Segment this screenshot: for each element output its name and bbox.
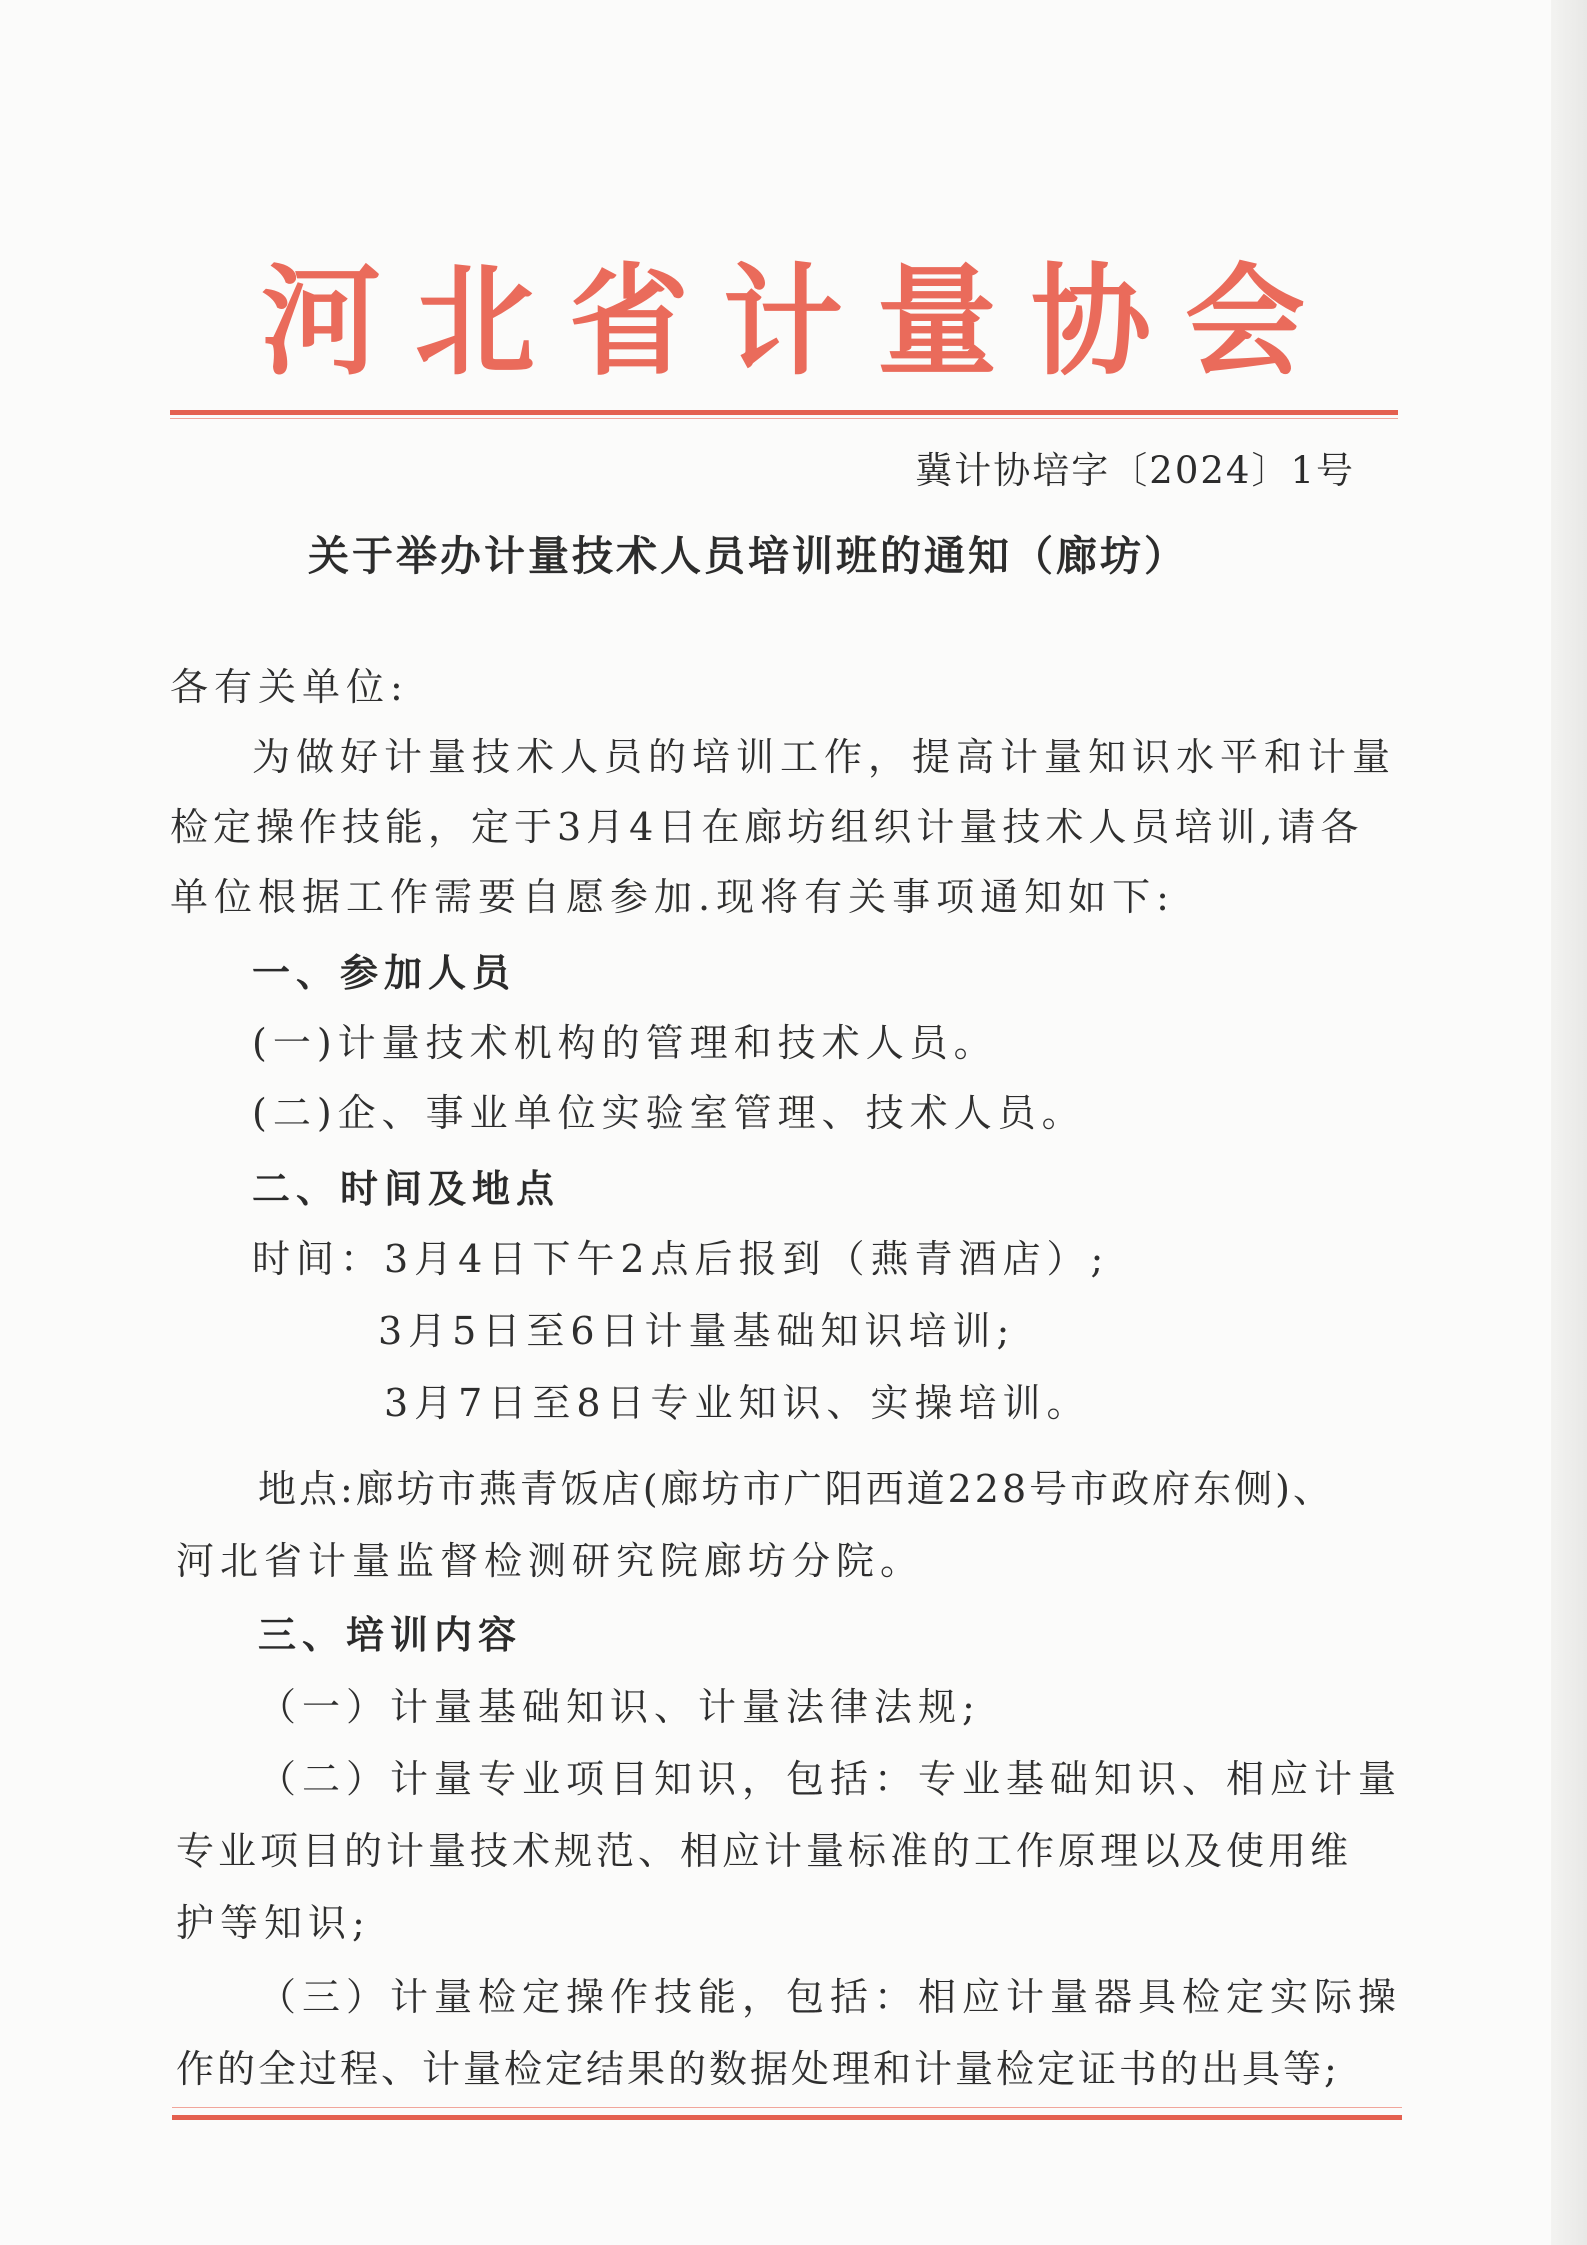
time-line-3: 3月7日至8日专业知识、实操培训。: [384, 1381, 1091, 1425]
masthead-title: 河北省计量协会: [261, 251, 1339, 392]
place-line-1: 地点:廊坊市燕青饭店(廊坊市广阳西道228号市政府东侧)、: [258, 1467, 1334, 1511]
time-line-1: 时间：3月4日下午2点后报到（燕青酒店）;: [252, 1237, 1110, 1281]
intro-line-2: 检定操作技能，定于3月4日在廊坊组织计量技术人员培训,请各: [170, 805, 1364, 849]
content-item-3-cont: 作的全过程、计量检定结果的数据处理和计量检定证书的出具等;: [176, 2047, 1340, 2091]
section-heading-content: 三、培训内容: [258, 1613, 523, 1657]
content-item-2-end: 护等知识;: [176, 1901, 371, 1945]
intro-line-1: 为做好计量技术人员的培训工作，提高计量知识水平和计量: [252, 735, 1397, 779]
time-line-2: 3月5日至6日计量基础知识培训;: [378, 1309, 1016, 1353]
document-number: 冀计协培字〔2024〕1号: [915, 449, 1355, 492]
footer-divider: [172, 2115, 1402, 2120]
salutation: 各有关单位:: [170, 665, 409, 709]
intro-line-3: 单位根据工作需要自愿参加.现将有关事项通知如下:: [170, 875, 1175, 919]
content-item-2: （二）计量专业项目知识，包括：专业基础知识、相应计量: [258, 1757, 1403, 1801]
content-item-3: （三）计量检定操作技能，包括：相应计量器具检定实际操: [258, 1975, 1403, 2019]
content-item-2-cont: 专业项目的计量技术规范、相应计量标准的工作原理以及使用维: [176, 1829, 1353, 1873]
notice-title: 关于举办计量技术人员培训班的通知（廊坊）: [308, 532, 1188, 580]
section-heading-time-place: 二、时间及地点: [252, 1167, 561, 1211]
participants-item-2: (二)企、事业单位实验室管理、技术人员。: [252, 1091, 1086, 1135]
section-heading-participants: 一、参加人员: [252, 951, 517, 995]
participants-item-1: (一)计量技术机构的管理和技术人员。: [252, 1021, 998, 1065]
place-line-2: 河北省计量监督检测研究院廊坊分院。: [176, 1539, 925, 1583]
content-item-1: （一）计量基础知识、计量法律法规;: [258, 1685, 981, 1729]
header-divider: [170, 410, 1398, 415]
